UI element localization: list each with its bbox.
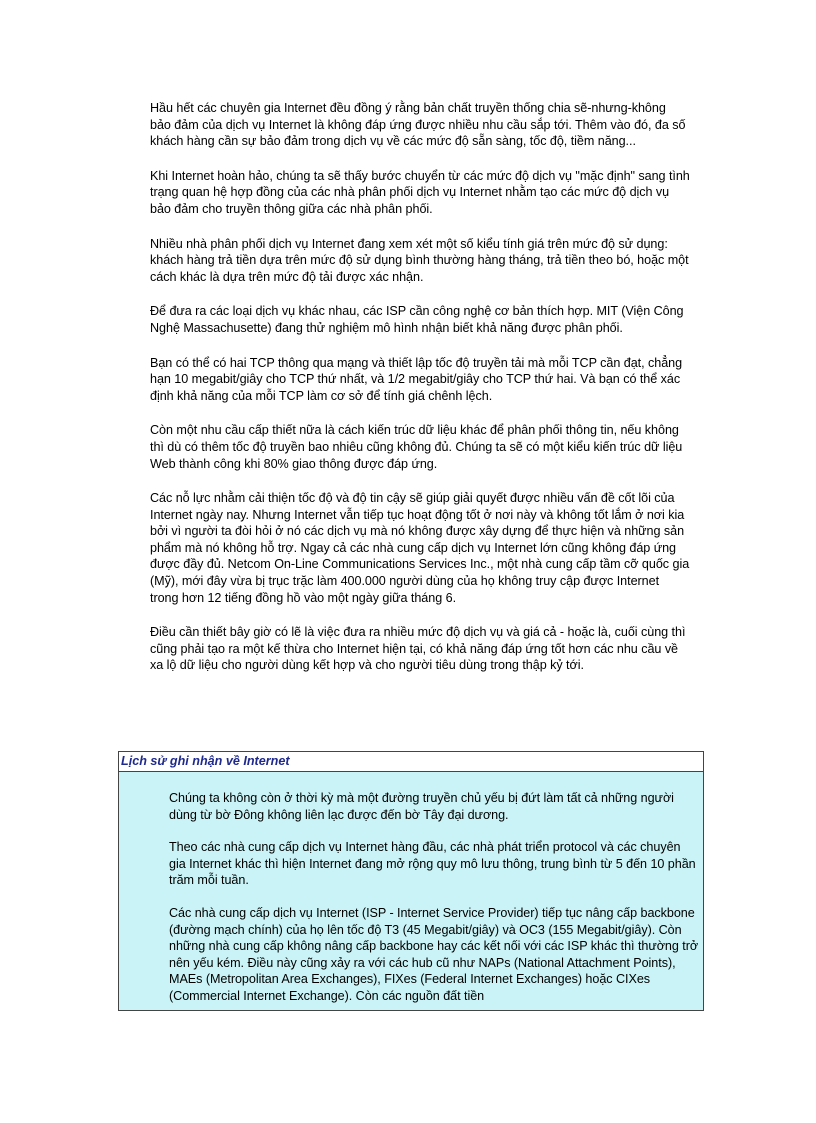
sidebar-paragraph-2: Theo các nhà cung cấp dịch vụ Internet hàng đầu, các nhà phát triển protocol và các chuyên gia Internet khác thì hiện Internet đang mở rộng quy mô lưu thông, trung bình từ 5 đến 10 phần trăm mỗi tuần. bbox=[169, 840, 696, 888]
paragraph-1: Hầu hết các chuyên gia Internet đều đồng ý rằng bản chất truyền thống chia sẽ-nhưng-không bảo đảm của dịch vụ Internet là không đáp ứng được nhiều nhu cầu sắp tới. Thêm vào đó, đa số khách hàng cần sự bảo đảm trong dịch vụ về các mức độ sẵn sàng, tốc độ, tiềm năng... bbox=[150, 101, 686, 149]
paragraph-2: Khi Internet hoàn hảo, chúng ta sẽ thấy bước chuyển từ các mức độ dịch vụ "mặc định" sang tình trạng quan hệ hợp đồng của các nhà phân phối dịch vụ Internet nhằm tạo các mức độ dịch vụ bảo đảm cho truyền thông giữa các nhà phân phối. bbox=[150, 168, 690, 216]
sidebar-box-title: Lịch sử ghi nhận về Internet bbox=[119, 752, 703, 772]
paragraph-6: Còn một nhu cầu cấp thiết nữa là cách kiến trúc dữ liệu khác để phân phối thông tin, nếu không thì dù có thêm tốc độ truyền bao nhiêu cũng không đủ. Chúng ta sẽ có một kiểu kiến trúc dữ liệu Web thành công khi 80% giao thông được đáp ứng. bbox=[150, 423, 683, 471]
paragraph-5: Bạn có thể có hai TCP thông qua mạng và thiết lập tốc độ truyền tải mà mỗi TCP cần đạt, chẳng hạn 10 megabit/giây cho TCP thứ nhất, và 1/2 megabit/giây cho TCP thứ hai. Và bạn có thể xác định khả năng của mỗi TCP làm cơ sở để tính giá chênh lệch. bbox=[150, 355, 683, 403]
sidebar-box bbox=[118, 751, 704, 1011]
sidebar-box-body bbox=[119, 772, 703, 1005]
paragraph-8: Điều cần thiết bây giờ có lẽ là việc đưa ra nhiều mức độ dịch vụ và giá cả - hoặc là, cuối cùng thì cũng phải tạo ra một kế thừa cho Internet hiện tại, có khả năng đáp ứng tốt hơn các nhu cầu về xa lộ dữ liệu cho người dùng kết hợp và cho người tiêu dùng trong thập kỷ tới. bbox=[150, 625, 686, 673]
sidebar-paragraph-1: Chúng ta không còn ở thời kỳ mà một đường truyền chủ yếu bị đứt làm tất cả những người dùng từ bờ Đông không liên lạc được đến bờ Tây đại dương. bbox=[169, 791, 674, 822]
paragraph-4: Để đưa ra các loại dịch vụ khác nhau, các ISP cần công nghệ cơ bản thích hợp. MIT (Viện Công Nghệ Massachusette) đang thử nghiệm mô hình nhận biết khả năng được phân phối. bbox=[150, 304, 684, 335]
paragraph-7: Các nỗ lực nhằm cải thiện tốc độ và độ tin cậy sẽ giúp giải quyết được nhiều vấn đề cốt lõi của Internet ngày nay. Nhưng Internet vẫn tiếp tục hoạt động tốt ở nơi này và không tốt lắm ở nơi kia bởi vì người ta đòi hỏi ở nó các dịch vụ mà nó không được xây dựng để thực hiện và những sản phẩm mà nó không hỗ trợ. Ngay cả các nhà cung cấp dịch vụ Internet lớn cũng không đáp ứng được đầy đủ. Netcom On-Line Communications Services Inc., một nhà cung cấp tầm cỡ quốc gia (Mỹ), mới đây vừa bị trục trặc làm 400.000 người dùng của họ không truy cập được Internet trong hơn 12 tiếng đồng hồ vào một ngày giữa tháng 6. bbox=[150, 491, 690, 605]
article-body bbox=[150, 100, 690, 692]
paragraph-3: Nhiều nhà phân phối dịch vụ Internet đang xem xét một số kiểu tính giá trên mức độ sử dụng: khách hàng trả tiền dựa trên mức độ sử dụng bình thường hàng tháng, trả tiền theo bó, hoặc một cách khác là dựa trên mức độ tải được xác nhận. bbox=[150, 236, 689, 284]
sidebar-paragraph-3: Các nhà cung cấp dịch vụ Internet (ISP - Internet Service Provider) tiếp tục nâng cấp backbone (đường mạch chính) của họ lên tốc độ T3 (45 Megabit/giây) và OC3 (155 Megabit/giây). Còn những nhà cung cấp không nâng cấp backbone hay các kết nối với các ISP khác thì thường trở nên yếu kém. Điều này cũng xảy ra với các hub cũ như NAPs (National Attachment Points), MAEs (Metropolitan Area Exchanges), FIXes (Federal Internet Exchanges) hoặc CIXes (Commercial Internet Exchange). Còn các nguồn đất tiền bbox=[169, 905, 699, 1003]
